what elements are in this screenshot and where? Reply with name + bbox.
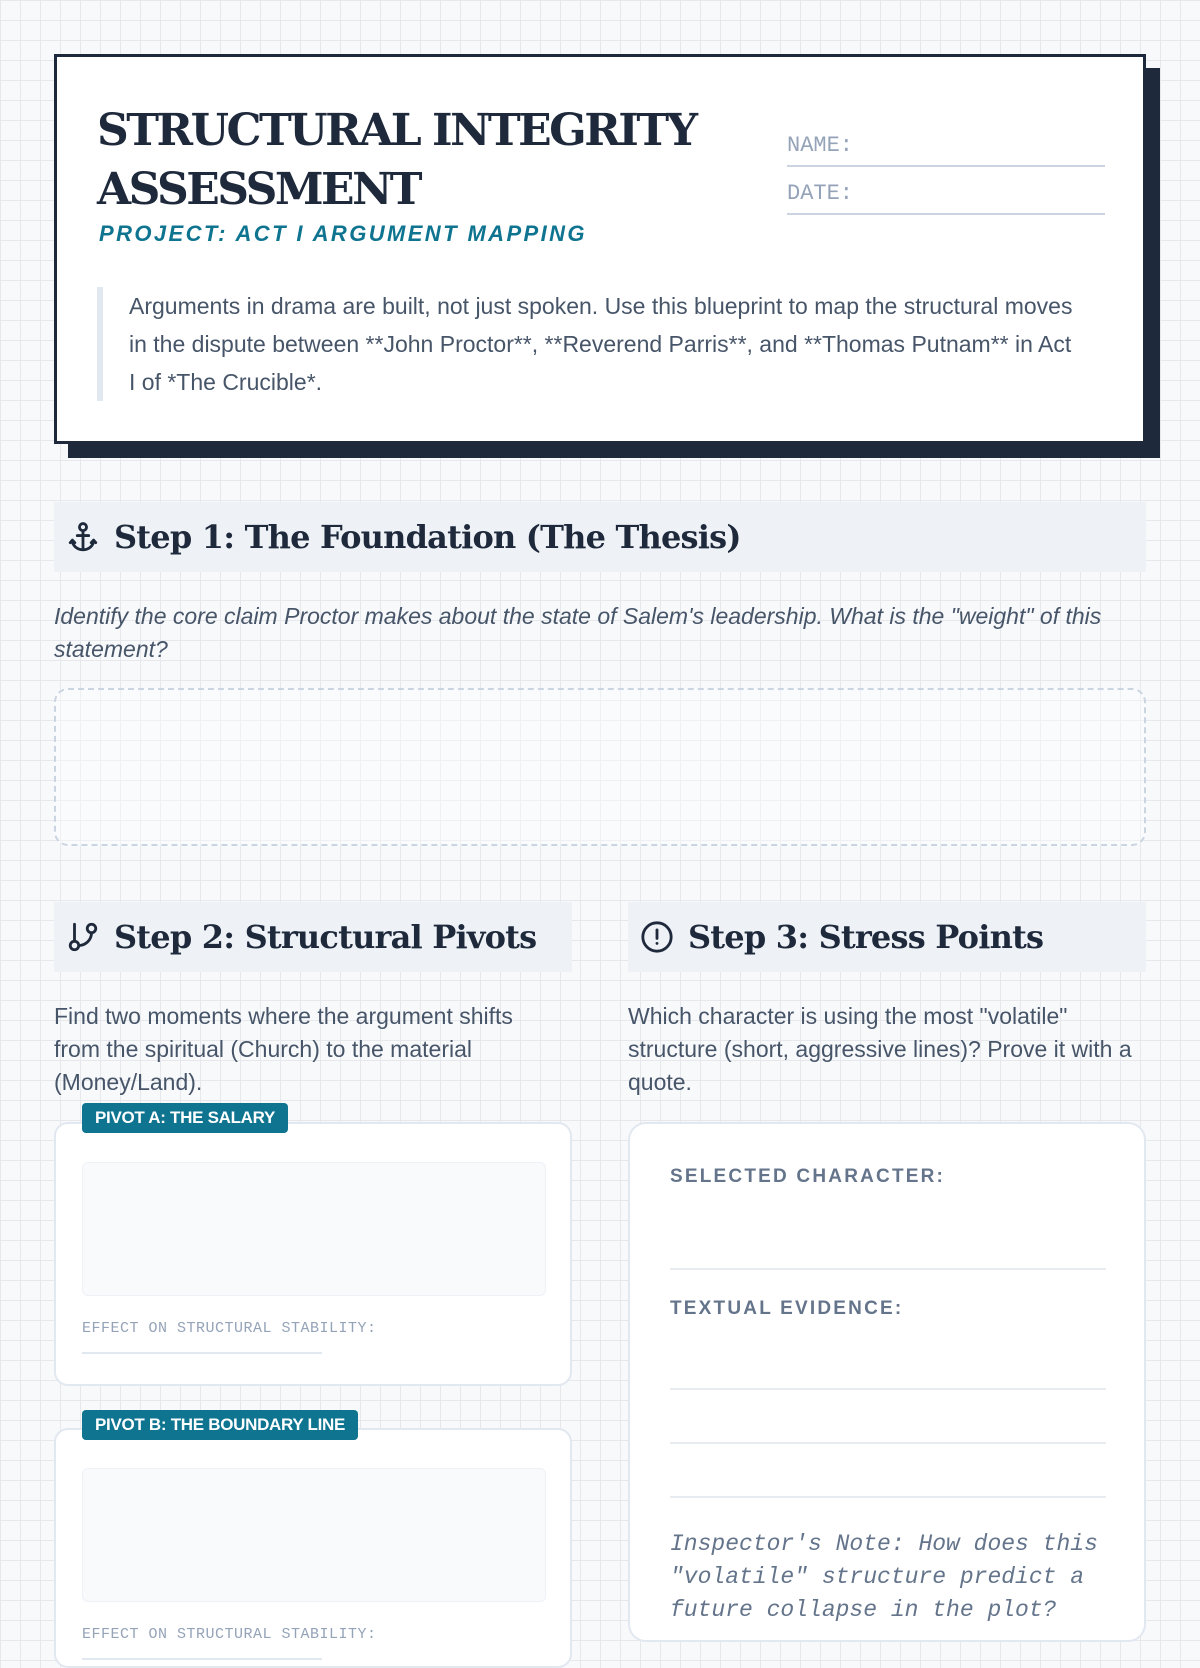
pivot-b-effect-line[interactable] [82, 1658, 322, 1660]
step-1-title: Step 1: The Foundation (The Thesis) [114, 518, 741, 556]
selected-character-line[interactable] [670, 1268, 1106, 1270]
pivot-a-answer-area[interactable] [82, 1162, 546, 1296]
step-1-prompt: Identify the core claim Proctor makes about the state of Salem's leadership. What is the "weight" of this statement? [54, 603, 1102, 662]
pivot-b-badge: PIVOT B: THE BOUNDARY LINE [82, 1410, 358, 1440]
step-3-header [628, 902, 1146, 972]
thesis-answer-box[interactable] [54, 688, 1146, 846]
textual-evidence-label: TEXTUAL EVIDENCE: [670, 1298, 904, 1319]
date-label: DATE: [787, 181, 854, 206]
pivot-a-effect-label: EFFECT ON STRUCTURAL STABILITY: [82, 1320, 377, 1337]
alert-circle-icon [640, 920, 674, 954]
name-field[interactable] [787, 129, 1105, 167]
textual-evidence-line[interactable] [670, 1388, 1106, 1390]
step-1-header [54, 502, 1146, 572]
step-3-prompt: Which character is using the most "volatile" structure (short, aggressive lines)? Prove it with a quote. [628, 1003, 1132, 1095]
step-3-title: Step 3: Stress Points [688, 918, 1044, 956]
step-2-prompt: Find two moments where the argument shifts from the spiritual (Church) to the material (Money/Land). [54, 1003, 513, 1095]
step-2-header [54, 902, 572, 972]
pivot-b-effect-label: EFFECT ON STRUCTURAL STABILITY: [82, 1626, 377, 1643]
pivot-b-answer-area[interactable] [82, 1468, 546, 1602]
textual-evidence-line[interactable] [670, 1496, 1106, 1498]
intro-quote: Arguments in drama are built, not just spoken. Use this blueprint to map the structural moves in the dispute between **John Proctor**, **Reverend Parris**, and **Thomas Putnam** in Act I of *The Crucible*. [97, 287, 1077, 401]
stress-points-card [628, 1122, 1146, 1642]
project-subtitle: PROJECT: ACT I ARGUMENT MAPPING [99, 221, 587, 246]
pivot-a-badge: PIVOT A: THE SALARY [82, 1103, 288, 1133]
pivot-b-card [54, 1428, 572, 1668]
header-card [54, 54, 1146, 444]
inspector-note: Inspector's Note: How does this "volatile" structure predict a future collapse in the plot? [670, 1531, 1098, 1623]
step-2-title: Step 2: Structural Pivots [114, 918, 537, 956]
selected-character-label: SELECTED CHARACTER: [670, 1166, 946, 1187]
page-title: STRUCTURAL INTEGRITY ASSESSMENT [97, 105, 696, 215]
pivot-a-card [54, 1122, 572, 1386]
git-branch-icon [66, 920, 100, 954]
anchor-icon [66, 520, 100, 554]
name-label: NAME: [787, 133, 854, 158]
pivot-a-effect-line[interactable] [82, 1352, 322, 1354]
date-field[interactable] [787, 177, 1105, 215]
textual-evidence-line[interactable] [670, 1442, 1106, 1444]
